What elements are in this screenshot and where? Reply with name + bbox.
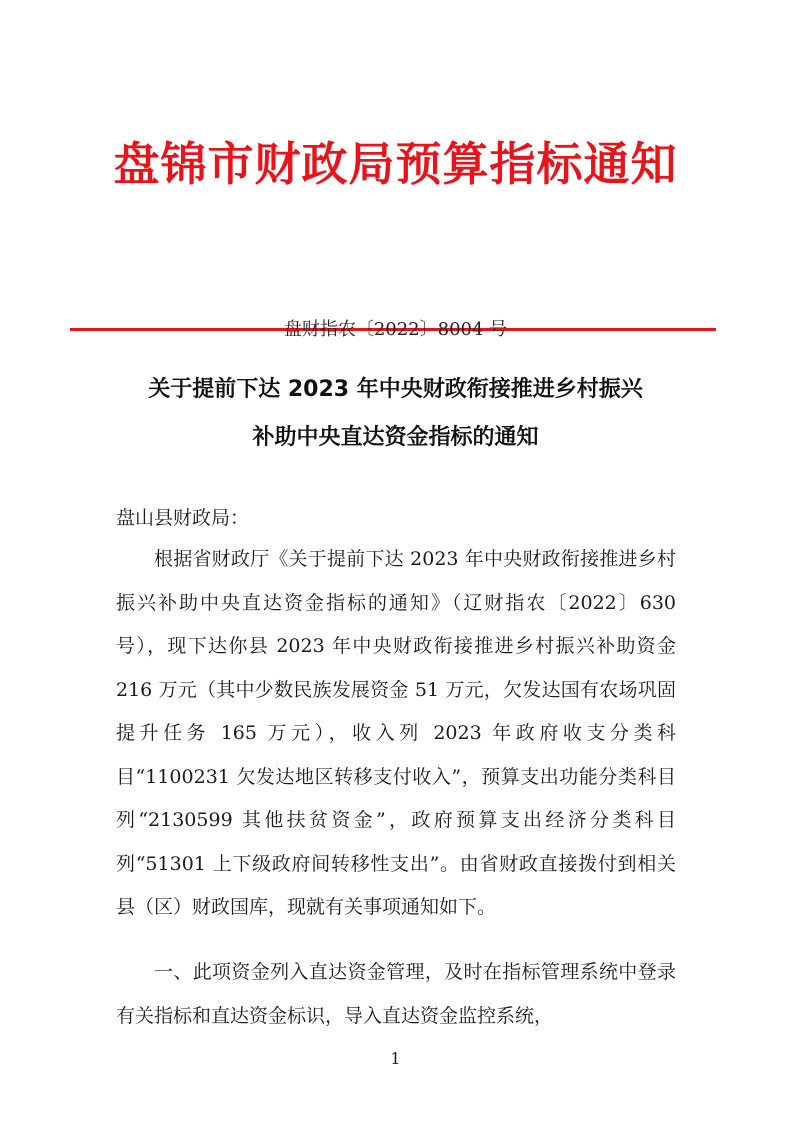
page-number: 1 xyxy=(390,1049,401,1068)
body-paragraph-2: 一、此项资金列入直达资金管理，及时在指标管理系统中登录有关指标和直达资金标识，导入直达资金监控系统， xyxy=(116,961,676,1027)
addressee: 盘山县财政局： xyxy=(116,507,250,529)
notice-title-line-1: 关于提前下达 2023 年中央财政衔接推进乡村振兴 xyxy=(148,377,643,402)
body-paragraph-1: 根据省财政厅《关于提前下达 2023 年中央财政衔接推进乡村振兴补助中央直达资金指标的通知》（辽财指农〔2022〕630 号），现下达你县 2023 年中央财政衔接推进乡村振兴补助资金 216 万元（其中少数民族发展资金 51 万元，欠发达国有农场巩固提升任务 165 万元），收入列 2023 年政府收支分类科目“1100231 欠发达地区转移支付收入”，预算支出功能分类科目列“2130599 其他扶贫资金”，政府预算支出经济分类科目列“51301 上下级政府间转移性支出”。由省财政直接拨付到相关县（区）财政国库，现就有关事项通知如下。 xyxy=(116,548,676,918)
masthead-title: 盘锦市财政局预算指标通知 xyxy=(113,137,678,191)
notice-title-line-2: 补助中央直达资金指标的通知 xyxy=(252,425,539,450)
document-number: 盘财指农〔2022〕8004 号 xyxy=(283,319,508,340)
